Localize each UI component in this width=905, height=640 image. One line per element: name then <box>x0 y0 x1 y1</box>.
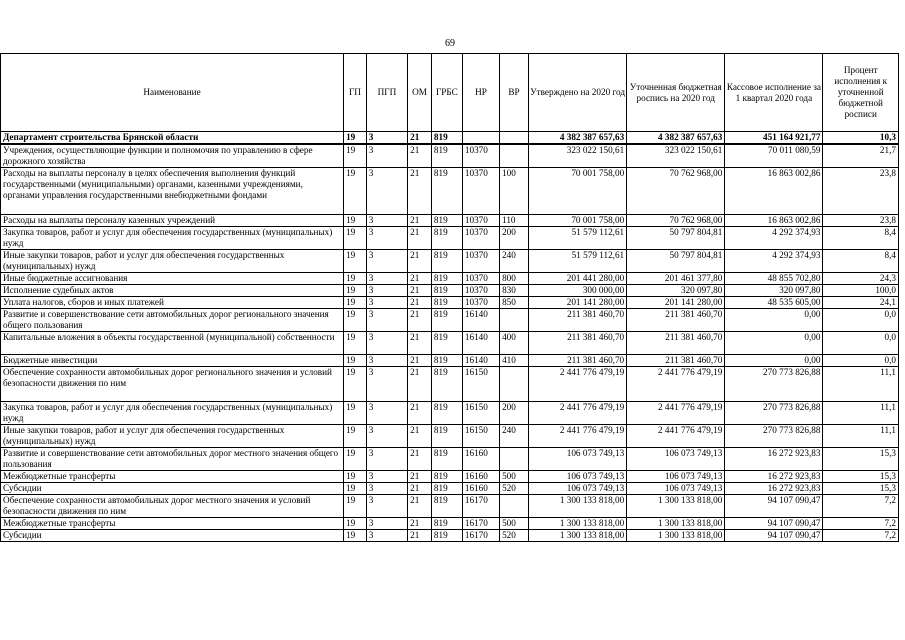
cell-grbs: 819 <box>431 297 462 309</box>
cell-refined: 1 300 133 818,00 <box>627 495 725 518</box>
cell-om: 21 <box>408 285 432 297</box>
cell-cash: 16 272 923,83 <box>725 471 823 483</box>
cell-grbs: 819 <box>431 144 462 168</box>
cell-approved: 2 441 776 479,19 <box>529 367 627 402</box>
cell-percent: 24,3 <box>823 273 899 285</box>
cell-name: Иные закупки товаров, работ и услуг для обеспечения государственных (муниципальных) нужд <box>1 425 344 448</box>
cell-grbs: 819 <box>431 227 462 250</box>
cell-percent: 7,2 <box>823 530 899 542</box>
cell-om: 21 <box>408 425 432 448</box>
cell-pgp: 3 <box>366 448 407 471</box>
cell-grbs: 819 <box>431 332 462 355</box>
cell-approved: 201 441 280,00 <box>529 273 627 285</box>
table-row <box>1 425 899 448</box>
cell-vr: 830 <box>500 285 529 297</box>
cell-gp: 19 <box>344 273 367 285</box>
cell-cash: 4 292 374,93 <box>725 227 823 250</box>
cell-refined: 211 381 460,70 <box>627 332 725 355</box>
cell-gp: 19 <box>344 132 367 145</box>
cell-approved: 211 381 460,70 <box>529 309 627 332</box>
cell-vr <box>500 132 529 145</box>
cell-grbs: 819 <box>431 355 462 367</box>
cell-pgp: 3 <box>366 168 407 215</box>
cell-refined: 201 461 377,80 <box>627 273 725 285</box>
cell-approved: 70 001 758,00 <box>529 168 627 215</box>
cell-refined: 1 300 133 818,00 <box>627 518 725 530</box>
cell-cash: 0,00 <box>725 355 823 367</box>
cell-nr: 16150 <box>462 367 499 402</box>
cell-approved: 106 073 749,13 <box>529 448 627 471</box>
table-row <box>1 530 899 542</box>
cell-pgp: 3 <box>366 144 407 168</box>
cell-vr <box>500 144 529 168</box>
cell-vr <box>500 495 529 518</box>
cell-cash: 70 011 080,59 <box>725 144 823 168</box>
cell-percent: 15,3 <box>823 483 899 495</box>
cell-percent: 0,0 <box>823 309 899 332</box>
header-percent: Процент исполнения к уточненной бюджетной росписи <box>823 54 899 132</box>
cell-refined: 323 022 150,61 <box>627 144 725 168</box>
cell-gp: 19 <box>344 518 367 530</box>
cell-om: 21 <box>408 250 432 273</box>
cell-grbs: 819 <box>431 483 462 495</box>
cell-gp: 19 <box>344 168 367 215</box>
cell-om: 21 <box>408 144 432 168</box>
cell-gp: 19 <box>344 332 367 355</box>
cell-cash: 16 863 002,86 <box>725 168 823 215</box>
cell-name: Обеспечение сохранности автомобильных дорог местного значения и условий безопасности движения по ним <box>1 495 344 518</box>
cell-gp: 19 <box>344 285 367 297</box>
cell-refined: 70 762 968,00 <box>627 215 725 227</box>
table-row <box>1 273 899 285</box>
cell-percent: 7,2 <box>823 495 899 518</box>
cell-cash: 16 272 923,83 <box>725 448 823 471</box>
cell-approved: 70 001 758,00 <box>529 215 627 227</box>
cell-cash: 0,00 <box>725 309 823 332</box>
cell-nr: 16140 <box>462 332 499 355</box>
cell-vr: 520 <box>500 483 529 495</box>
header-name: Наименование <box>1 54 344 132</box>
cell-om: 21 <box>408 518 432 530</box>
cell-pgp: 3 <box>366 285 407 297</box>
cell-vr <box>500 448 529 471</box>
cell-approved: 51 579 112,61 <box>529 227 627 250</box>
cell-pgp: 3 <box>366 483 407 495</box>
table-row <box>1 250 899 273</box>
header-approved: Утверждено на 2020 год <box>529 54 627 132</box>
cell-om: 21 <box>408 227 432 250</box>
cell-nr: 16150 <box>462 402 499 425</box>
cell-refined: 70 762 968,00 <box>627 168 725 215</box>
table-row <box>1 144 899 168</box>
cell-refined: 106 073 749,13 <box>627 483 725 495</box>
cell-nr: 16170 <box>462 530 499 542</box>
cell-gp: 19 <box>344 495 367 518</box>
cell-nr: 16170 <box>462 495 499 518</box>
cell-cash: 94 107 090,47 <box>725 495 823 518</box>
cell-grbs: 819 <box>431 215 462 227</box>
cell-om: 21 <box>408 215 432 227</box>
cell-cash: 94 107 090,47 <box>725 530 823 542</box>
cell-percent: 8,4 <box>823 227 899 250</box>
cell-cash: 320 097,80 <box>725 285 823 297</box>
cell-vr: 240 <box>500 425 529 448</box>
cell-approved: 2 441 776 479,19 <box>529 402 627 425</box>
table-row <box>1 309 899 332</box>
cell-approved: 2 441 776 479,19 <box>529 425 627 448</box>
cell-approved: 1 300 133 818,00 <box>529 495 627 518</box>
cell-pgp: 3 <box>366 530 407 542</box>
cell-om: 21 <box>408 332 432 355</box>
cell-cash: 48 855 702,80 <box>725 273 823 285</box>
cell-nr: 10370 <box>462 285 499 297</box>
cell-name: Развитие и совершенствование сети автомобильных дорог местного значения общего пользования <box>1 448 344 471</box>
table-row <box>1 495 899 518</box>
cell-vr: 200 <box>500 402 529 425</box>
cell-approved: 300 000,00 <box>529 285 627 297</box>
cell-name: Уплата налогов, сборов и иных платежей <box>1 297 344 309</box>
cell-vr: 520 <box>500 530 529 542</box>
cell-gp: 19 <box>344 367 367 402</box>
cell-name: Расходы на выплаты персоналу в целях обеспечения выполнения функций государственными (муниципальными) органами, казенными учреждениями, органами управления государственными внебюджетными фондами <box>1 168 344 215</box>
cell-name: Закупка товаров, работ и услуг для обеспечения государственных (муниципальных) нужд <box>1 227 344 250</box>
cell-gp: 19 <box>344 355 367 367</box>
cell-grbs: 819 <box>431 530 462 542</box>
cell-cash: 270 773 826,88 <box>725 367 823 402</box>
cell-percent: 7,2 <box>823 518 899 530</box>
cell-refined: 2 441 776 479,19 <box>627 425 725 448</box>
cell-approved: 1 300 133 818,00 <box>529 530 627 542</box>
cell-cash: 4 292 374,93 <box>725 250 823 273</box>
cell-gp: 19 <box>344 227 367 250</box>
cell-nr: 10370 <box>462 144 499 168</box>
cell-grbs: 819 <box>431 448 462 471</box>
cell-om: 21 <box>408 273 432 285</box>
cell-vr: 200 <box>500 227 529 250</box>
table-row <box>1 227 899 250</box>
cell-refined: 50 797 804,81 <box>627 250 725 273</box>
cell-refined: 201 141 280,00 <box>627 297 725 309</box>
table-row <box>1 168 899 215</box>
table-header-row <box>1 54 899 132</box>
cell-nr: 16160 <box>462 448 499 471</box>
cell-percent: 23,8 <box>823 215 899 227</box>
cell-grbs: 819 <box>431 518 462 530</box>
page-number: 69 <box>445 38 455 49</box>
table-row <box>1 132 899 145</box>
cell-refined: 211 381 460,70 <box>627 309 725 332</box>
cell-om: 21 <box>408 367 432 402</box>
table-row <box>1 297 899 309</box>
cell-gp: 19 <box>344 530 367 542</box>
cell-nr: 10370 <box>462 250 499 273</box>
cell-cash: 16 272 923,83 <box>725 483 823 495</box>
table-row <box>1 285 899 297</box>
cell-pgp: 3 <box>366 215 407 227</box>
cell-approved: 106 073 749,13 <box>529 471 627 483</box>
cell-vr: 110 <box>500 215 529 227</box>
cell-nr: 10370 <box>462 273 499 285</box>
cell-pgp: 3 <box>366 367 407 402</box>
cell-pgp: 3 <box>366 309 407 332</box>
cell-nr: 10370 <box>462 297 499 309</box>
table-row <box>1 355 899 367</box>
cell-name: Межбюджетные трансферты <box>1 518 344 530</box>
cell-nr: 10370 <box>462 215 499 227</box>
cell-cash: 16 863 002,86 <box>725 215 823 227</box>
cell-refined: 2 441 776 479,19 <box>627 402 725 425</box>
cell-gp: 19 <box>344 309 367 332</box>
cell-grbs: 819 <box>431 132 462 145</box>
cell-pgp: 3 <box>366 227 407 250</box>
cell-pgp: 3 <box>366 355 407 367</box>
cell-om: 21 <box>408 471 432 483</box>
cell-percent: 11,1 <box>823 402 899 425</box>
cell-approved: 106 073 749,13 <box>529 483 627 495</box>
cell-name: Субсидии <box>1 530 344 542</box>
cell-gp: 19 <box>344 215 367 227</box>
cell-om: 21 <box>408 309 432 332</box>
cell-grbs: 819 <box>431 425 462 448</box>
cell-nr: 10370 <box>462 227 499 250</box>
cell-approved: 323 022 150,61 <box>529 144 627 168</box>
cell-cash: 0,00 <box>725 332 823 355</box>
cell-percent: 15,3 <box>823 471 899 483</box>
cell-vr: 400 <box>500 332 529 355</box>
header-cash: Кассовое исполнение за 1 квартал 2020 года <box>725 54 823 132</box>
cell-name: Субсидии <box>1 483 344 495</box>
cell-pgp: 3 <box>366 402 407 425</box>
cell-percent: 100,0 <box>823 285 899 297</box>
cell-cash: 270 773 826,88 <box>725 402 823 425</box>
cell-name: Закупка товаров, работ и услуг для обеспечения государственных (муниципальных) нужд <box>1 402 344 425</box>
cell-vr: 240 <box>500 250 529 273</box>
cell-percent: 8,4 <box>823 250 899 273</box>
cell-om: 21 <box>408 132 432 145</box>
cell-vr: 500 <box>500 518 529 530</box>
cell-percent: 0,0 <box>823 355 899 367</box>
cell-pgp: 3 <box>366 518 407 530</box>
cell-refined: 50 797 804,81 <box>627 227 725 250</box>
cell-om: 21 <box>408 355 432 367</box>
cell-cash: 94 107 090,47 <box>725 518 823 530</box>
cell-name: Иные бюджетные ассигнования <box>1 273 344 285</box>
cell-grbs: 819 <box>431 367 462 402</box>
table-row <box>1 471 899 483</box>
cell-om: 21 <box>408 448 432 471</box>
cell-grbs: 819 <box>431 471 462 483</box>
cell-om: 21 <box>408 530 432 542</box>
cell-nr: 10370 <box>462 168 499 215</box>
cell-grbs: 819 <box>431 168 462 215</box>
cell-percent: 11,1 <box>823 367 899 402</box>
header-pgp: ПГП <box>366 54 407 132</box>
cell-vr: 800 <box>500 273 529 285</box>
cell-pgp: 3 <box>366 495 407 518</box>
cell-refined: 211 381 460,70 <box>627 355 725 367</box>
cell-percent: 23,8 <box>823 168 899 215</box>
header-refined: Уточненная бюджетная роспись на 2020 год <box>627 54 725 132</box>
cell-gp: 19 <box>344 483 367 495</box>
cell-refined: 106 073 749,13 <box>627 448 725 471</box>
cell-vr <box>500 309 529 332</box>
cell-om: 21 <box>408 483 432 495</box>
header-grbs: ГРБС <box>431 54 462 132</box>
cell-nr <box>462 132 499 145</box>
cell-percent: 0,0 <box>823 332 899 355</box>
cell-pgp: 3 <box>366 425 407 448</box>
cell-approved: 51 579 112,61 <box>529 250 627 273</box>
cell-pgp: 3 <box>366 273 407 285</box>
cell-nr: 16170 <box>462 518 499 530</box>
cell-grbs: 819 <box>431 402 462 425</box>
cell-om: 21 <box>408 495 432 518</box>
cell-percent: 10,3 <box>823 132 899 145</box>
cell-approved: 4 382 387 657,63 <box>529 132 627 145</box>
cell-nr: 16140 <box>462 355 499 367</box>
cell-name: Бюджетные инвестиции <box>1 355 344 367</box>
cell-refined: 2 441 776 479,19 <box>627 367 725 402</box>
header-gp: ГП <box>344 54 367 132</box>
table-row <box>1 215 899 227</box>
cell-pgp: 3 <box>366 132 407 145</box>
cell-approved: 211 381 460,70 <box>529 332 627 355</box>
table-row <box>1 332 899 355</box>
cell-grbs: 819 <box>431 495 462 518</box>
budget-execution-table <box>0 53 899 542</box>
cell-cash: 270 773 826,88 <box>725 425 823 448</box>
cell-approved: 201 141 280,00 <box>529 297 627 309</box>
cell-name: Обеспечение сохранности автомобильных дорог регионального значения и условий безопасности движения по ним <box>1 367 344 402</box>
header-vr: ВР <box>500 54 529 132</box>
cell-name: Расходы на выплаты персоналу казенных учреждений <box>1 215 344 227</box>
cell-vr: 410 <box>500 355 529 367</box>
cell-name: Межбюджетные трансферты <box>1 471 344 483</box>
cell-grbs: 819 <box>431 250 462 273</box>
cell-percent: 21,7 <box>823 144 899 168</box>
cell-refined: 106 073 749,13 <box>627 471 725 483</box>
cell-cash: 48 535 605,00 <box>725 297 823 309</box>
cell-refined: 320 097,80 <box>627 285 725 297</box>
cell-name: Учреждения, осуществляющие функции и полномочия по управлению в сфере дорожного хозяйства <box>1 144 344 168</box>
cell-nr: 16140 <box>462 309 499 332</box>
cell-vr: 500 <box>500 471 529 483</box>
cell-grbs: 819 <box>431 285 462 297</box>
cell-grbs: 819 <box>431 309 462 332</box>
cell-gp: 19 <box>344 402 367 425</box>
cell-refined: 1 300 133 818,00 <box>627 530 725 542</box>
header-nr: НР <box>462 54 499 132</box>
cell-gp: 19 <box>344 250 367 273</box>
cell-approved: 1 300 133 818,00 <box>529 518 627 530</box>
cell-vr <box>500 367 529 402</box>
table-row <box>1 367 899 402</box>
cell-om: 21 <box>408 168 432 215</box>
cell-pgp: 3 <box>366 332 407 355</box>
cell-name: Департамент строительства Брянской области <box>1 132 344 145</box>
cell-vr: 100 <box>500 168 529 215</box>
cell-grbs: 819 <box>431 273 462 285</box>
cell-gp: 19 <box>344 144 367 168</box>
table-row <box>1 402 899 425</box>
cell-nr: 16160 <box>462 483 499 495</box>
cell-name: Иные закупки товаров, работ и услуг для обеспечения государственных (муниципальных) нужд <box>1 250 344 273</box>
cell-approved: 211 381 460,70 <box>529 355 627 367</box>
header-om: ОМ <box>408 54 432 132</box>
cell-om: 21 <box>408 402 432 425</box>
cell-pgp: 3 <box>366 471 407 483</box>
cell-pgp: 3 <box>366 297 407 309</box>
cell-gp: 19 <box>344 297 367 309</box>
cell-gp: 19 <box>344 448 367 471</box>
cell-name: Развитие и совершенствование сети автомобильных дорог регионального значения общего пользования <box>1 309 344 332</box>
cell-percent: 24,1 <box>823 297 899 309</box>
cell-percent: 11,1 <box>823 425 899 448</box>
cell-percent: 15,3 <box>823 448 899 471</box>
cell-pgp: 3 <box>366 250 407 273</box>
cell-gp: 19 <box>344 471 367 483</box>
table-row <box>1 518 899 530</box>
cell-nr: 16150 <box>462 425 499 448</box>
cell-nr: 16160 <box>462 471 499 483</box>
table-row <box>1 483 899 495</box>
cell-refined: 4 382 387 657,63 <box>627 132 725 145</box>
cell-om: 21 <box>408 297 432 309</box>
table-row <box>1 448 899 471</box>
cell-vr: 850 <box>500 297 529 309</box>
cell-name: Исполнение судебных актов <box>1 285 344 297</box>
cell-cash: 451 164 921,77 <box>725 132 823 145</box>
cell-gp: 19 <box>344 425 367 448</box>
cell-name: Капитальные вложения в объекты государственной (муниципальной) собственности <box>1 332 344 355</box>
